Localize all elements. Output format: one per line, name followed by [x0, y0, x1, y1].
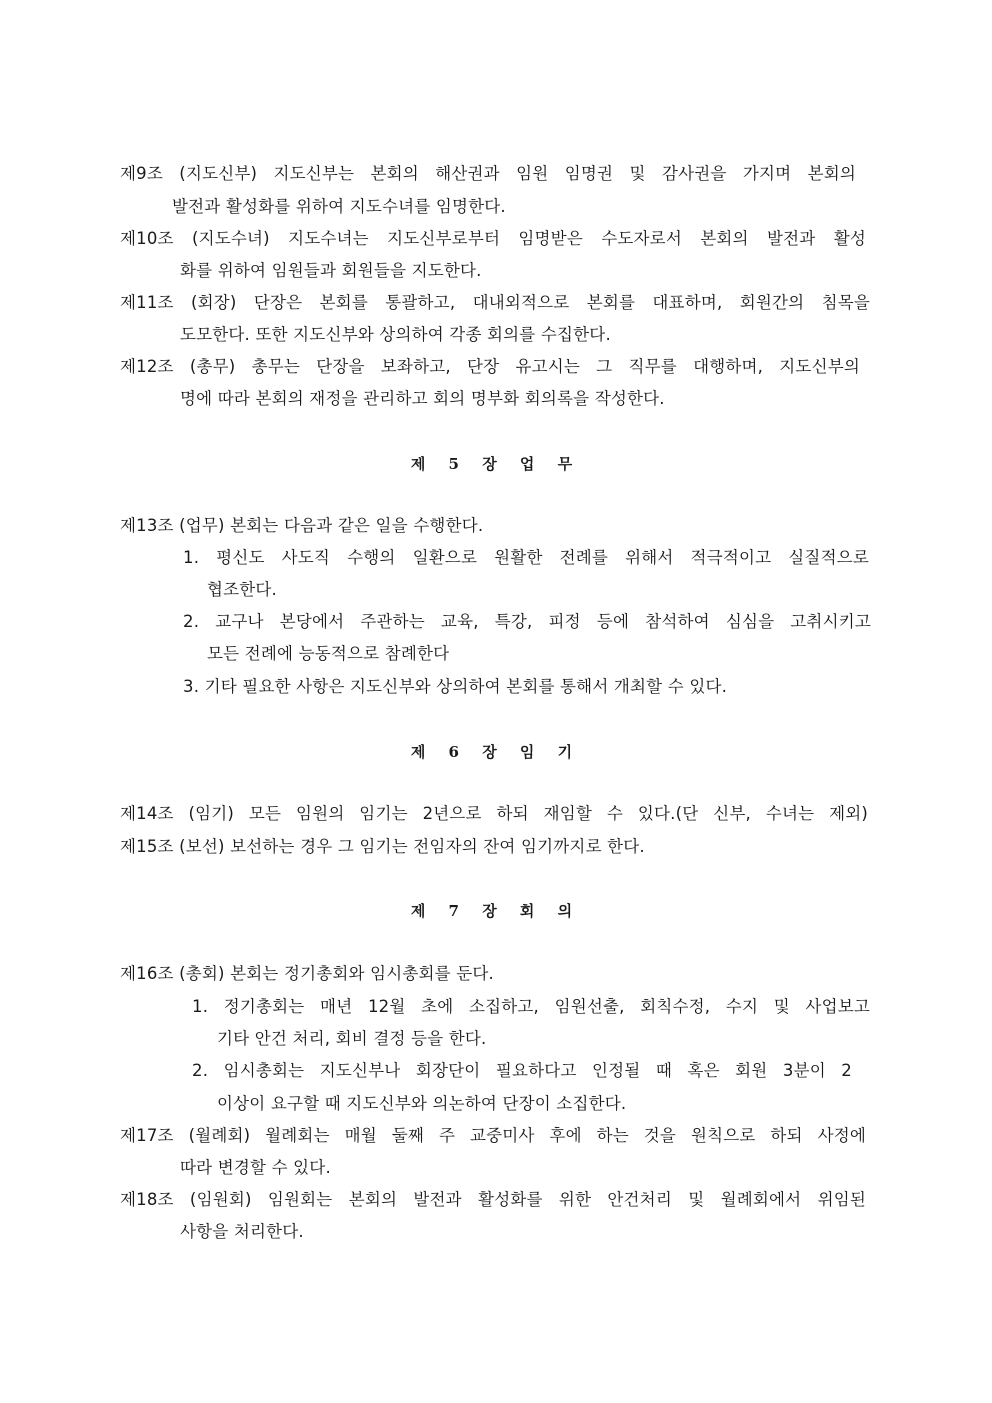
article-18-line-1: 제18조 (임원회) 임원회는 본회의 발전과 활성화를 위한 안건처리 및 월례회에서 위임된: [120, 1190, 866, 1209]
article-10-line-1: 제10조 (지도수녀) 지도수녀는 지도신부로부터 임명받은 수도자로서 본회의 발전과 활성: [120, 229, 866, 248]
article-17-line-1: 제17조 (월례회) 월례회는 매월 둘째 주 교중미사 후에 하는 것을 원칙으로 하되 사정에: [120, 1126, 866, 1145]
ch7-item-2-line-1: 2. 임시총회는 지도신부나 회장단이 필요하다고 인정될 때 혹은 회원 3분이 2: [192, 1061, 852, 1080]
article-15: 제15조 (보선) 보선하는 경우 그 임기는 전임자의 잔여 임기까지로 한다.: [120, 837, 645, 856]
chapter-6-heading: 제 6 장 임 기: [410, 743, 582, 761]
article-18-line-2: 사항을 처리한다.: [180, 1222, 304, 1241]
ch5-item-1-line-1: 1. 평신도 사도직 수행의 일환으로 원활한 전례를 위해서 적극적이고 실질적으로: [183, 548, 869, 567]
ch5-item-3: 3. 기타 필요한 사항은 지도신부와 상의하여 본회를 통해서 개최할 수 있다.: [183, 677, 728, 696]
article-9-line-2: 발전과 활성화를 위하여 지도수녀를 임명한다.: [172, 197, 506, 216]
ch5-item-2-line-2: 모든 전례에 능동적으로 참례한다: [207, 644, 450, 663]
ch7-item-1-line-1: 1. 정기총회는 매년 12월 초에 소집하고, 임원선출, 회칙수정, 수지 및 사업보고: [192, 997, 870, 1016]
ch7-item-2-line-2: 이상이 요구할 때 지도신부와 의논하여 단장이 소집한다.: [217, 1094, 627, 1113]
article-9-line-1: 제9조 (지도신부) 지도신부는 본회의 해산권과 임원 임명권 및 감사권을 가지며 본회의: [120, 164, 856, 183]
chapter-5-heading: 제 5 장 업 무: [410, 455, 582, 473]
chapter-7-heading: 제 7 장 회 의: [410, 902, 582, 920]
article-16: 제16조 (총회) 본회는 정기총회와 임시총회를 둔다.: [120, 964, 494, 983]
article-12-line-1: 제12조 (총무) 총무는 단장을 보좌하고, 단장 유고시는 그 직무를 대행하며, 지도신부의: [120, 357, 860, 376]
article-11-line-2: 도모한다. 또한 지도신부와 상의하여 각종 회의를 수집한다.: [180, 325, 611, 344]
article-17-line-2: 따라 변경할 수 있다.: [180, 1158, 331, 1177]
article-12-line-2: 명에 따라 본회의 재정을 관리하고 회의 명부화 회의록을 작성한다.: [180, 389, 665, 408]
ch5-item-1-line-2: 협조한다.: [207, 580, 278, 599]
ch5-item-2-line-1: 2. 교구나 본당에서 주관하는 교육, 특강, 피정 등에 참석하여 심심을 고취시키고: [183, 612, 871, 631]
ch7-item-1-line-2: 기타 안건 처리, 회비 결정 등을 한다.: [217, 1029, 487, 1048]
article-14: 제14조 (임기) 모든 임원의 임기는 2년으로 하되 재임할 수 있다.(단 신부, 수녀는 제외): [120, 804, 868, 823]
article-10-line-2: 화를 위하여 임원들과 회원들을 지도한다.: [180, 261, 482, 280]
article-11-line-1: 제11조 (회장) 단장은 본회를 통괄하고, 대내외적으로 본회를 대표하며, 회원간의 침목을: [120, 293, 870, 312]
article-13: 제13조 (업무) 본회는 다음과 같은 일을 수행한다.: [120, 516, 484, 535]
